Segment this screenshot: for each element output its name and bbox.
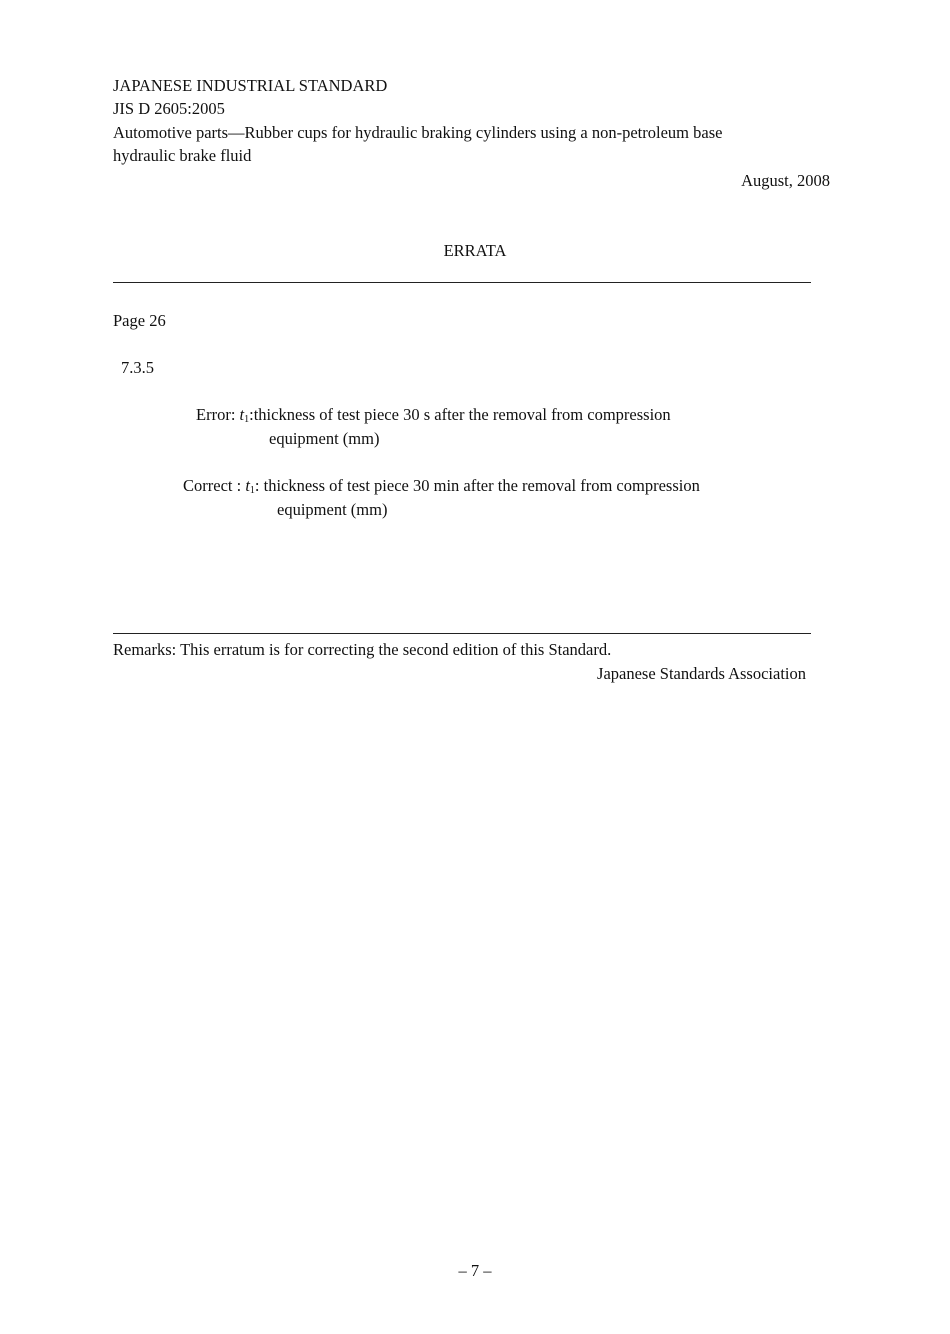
correct-text: : thickness of test piece 30 min after the removal from compression (254, 476, 700, 495)
association: Japanese Standards Association (597, 664, 806, 683)
error-subscript: 1 (244, 414, 250, 425)
correct-line2: equipment (mm) (277, 500, 388, 519)
error-symbol: t (239, 405, 245, 424)
standard-title-line2: hydraulic brake fluid (113, 146, 252, 165)
error-line2: equipment (mm) (269, 429, 380, 448)
standard-org: JAPANESE INDUSTRIAL STANDARD (113, 76, 388, 95)
correct-line1 (183, 475, 700, 502)
correct-label: Correct : (183, 476, 242, 495)
page-number: – 7 – (458, 1261, 492, 1280)
correct-symbol: t (245, 476, 250, 495)
remarks: Remarks: This erratum is for correcting the second edition of this Standard. (113, 640, 612, 659)
bottom-divider (113, 633, 811, 634)
top-divider (113, 282, 811, 283)
errata-heading: ERRATA (443, 241, 507, 260)
error-text: :thickness of test piece 30 s after the removal from compression (249, 405, 671, 424)
standard-number: JIS D 2605:2005 (113, 99, 225, 118)
standard-title-line1: Automotive parts—Rubber cups for hydraulic braking cylinders using a non-petroleum base (113, 123, 723, 142)
correct-subscript: 1 (249, 485, 255, 496)
error-label: Error: (196, 405, 236, 424)
clause-number: 7.3.5 (121, 358, 154, 377)
error-line1 (196, 404, 671, 431)
page-reference: Page 26 (113, 311, 166, 330)
errata-date: August, 2008 (741, 171, 830, 190)
